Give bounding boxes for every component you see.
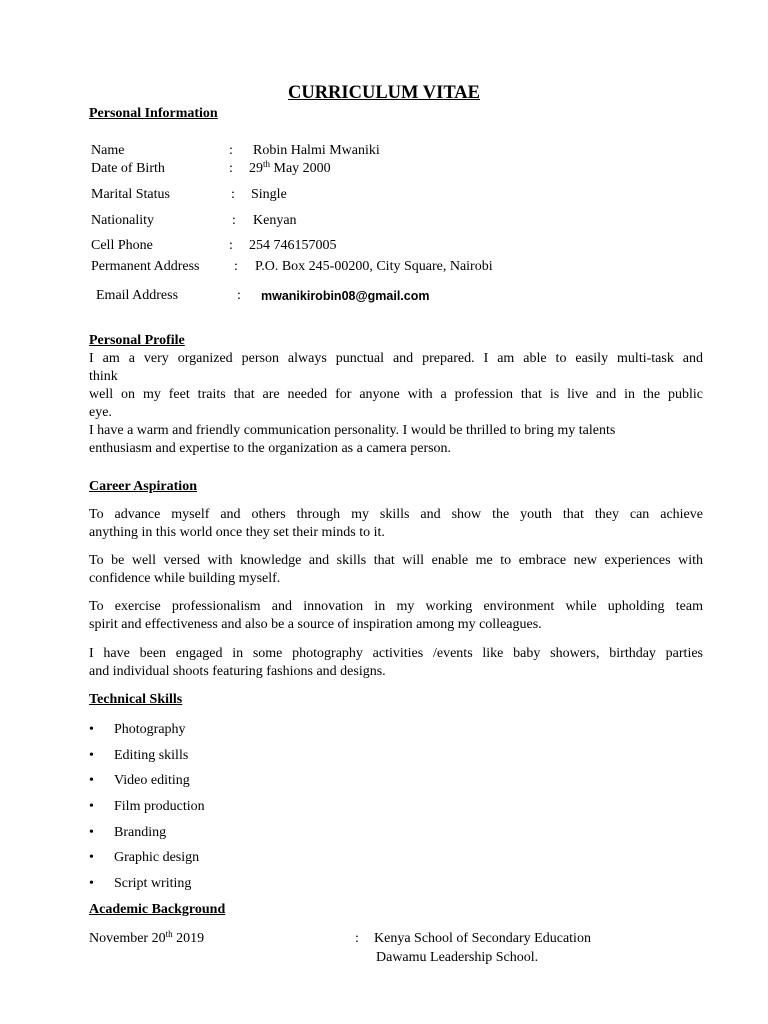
career-line: To advance myself and others through my skills and show the youth that they can achieve <box>89 507 703 522</box>
career-line: To exercise professionalism and innovation in my working environment while upholding team <box>89 599 703 614</box>
profile-heading: Personal Profile <box>89 333 185 348</box>
name-label: Name <box>91 143 125 158</box>
bullet-icon: • <box>89 825 94 840</box>
email-colon: : <box>237 288 241 303</box>
phone-value: 254 746157005 <box>249 238 337 253</box>
career-heading: Career Aspiration <box>89 479 197 494</box>
marital-colon: : <box>231 187 235 202</box>
dob-label: Date of Birth <box>91 161 165 176</box>
career-paragraph <box>89 645 703 681</box>
marital-value: Single <box>251 187 287 202</box>
career-paragraph <box>89 552 703 588</box>
bullet-icon: • <box>89 850 94 865</box>
skill-item: Script writing <box>114 876 192 891</box>
skill-item: Graphic design <box>114 850 200 865</box>
email-value: mwanikirobin08@gmail.com <box>261 289 430 303</box>
profile-line: I am a very organized person always punctual and prepared. I am able to easily multi-task and <box>89 351 703 366</box>
bullet-icon: • <box>89 722 94 737</box>
career-line: I have been engaged in some photography activities /events like baby showers, birthday parties <box>89 646 703 661</box>
career-paragraph <box>89 506 703 542</box>
profile-line: enthusiasm and expertise to the organization as a camera person. <box>89 441 452 456</box>
nationality-colon: : <box>232 213 236 228</box>
name-colon: : <box>229 143 233 158</box>
dob-value <box>249 161 331 177</box>
academic-colon: : <box>355 931 359 946</box>
marital-label: Marital Status <box>91 187 170 202</box>
profile-text <box>89 350 703 458</box>
profile-line: eye. <box>89 405 112 420</box>
dob-rest: May 2000 <box>270 161 331 176</box>
nationality-value: Kenyan <box>253 213 297 228</box>
address-value: P.O. Box 245-00200, City Square, Nairobi <box>255 259 493 274</box>
dob-colon: : <box>229 161 233 176</box>
academic-date-suffix: th <box>165 929 173 939</box>
email-label: Email Address <box>96 288 179 303</box>
skills-heading: Technical Skills <box>89 692 183 707</box>
academic-date-month: November 20 <box>89 931 166 946</box>
profile-line: well on my feet traits that are needed for anyone with a profession that is live and in the public <box>89 387 703 402</box>
skill-item: Editing skills <box>114 748 189 763</box>
phone-colon: : <box>229 238 233 253</box>
address-colon: : <box>234 259 238 274</box>
bullet-icon: • <box>89 799 94 814</box>
name-value: Robin Halmi Mwaniki <box>253 143 380 158</box>
skill-item: Video editing <box>114 773 190 788</box>
profile-line: think <box>89 369 118 384</box>
profile-line: I have a warm and friendly communication personality. I would be thrilled to bring my talents <box>89 423 616 438</box>
career-line: and individual shoots featuring fashions and designs. <box>89 664 386 679</box>
academic-heading: Academic Background <box>89 902 226 917</box>
skill-item: Branding <box>114 825 167 840</box>
skill-item: Film production <box>114 799 205 814</box>
academic-school-2: Dawamu Leadership School. <box>376 950 539 965</box>
address-label: Permanent Address <box>91 259 200 274</box>
bullet-icon: • <box>89 748 94 763</box>
page-title: CURRICULUM VITAE <box>287 83 481 103</box>
academic-school-1: Kenya School of Secondary Education <box>374 931 591 946</box>
career-line: anything in this world once they set their minds to it. <box>89 525 385 540</box>
skill-item: Photography <box>114 722 186 737</box>
career-line: spirit and effectiveness and also be a source of inspiration among my colleagues. <box>89 617 542 632</box>
career-line: confidence while building myself. <box>89 571 281 586</box>
nationality-label: Nationality <box>91 213 154 228</box>
bullet-icon: • <box>89 773 94 788</box>
dob-day: 29 <box>249 161 263 176</box>
personal-info-heading: Personal Information <box>89 106 218 121</box>
career-paragraph <box>89 598 703 634</box>
career-line: To be well versed with knowledge and skills that will enable me to embrace new experiences with <box>89 553 703 568</box>
bullet-icon: • <box>89 876 94 891</box>
academic-date <box>89 931 204 947</box>
dob-day-suffix: th <box>263 159 271 169</box>
academic-date-year: 2019 <box>172 931 205 946</box>
phone-label: Cell Phone <box>91 238 153 253</box>
